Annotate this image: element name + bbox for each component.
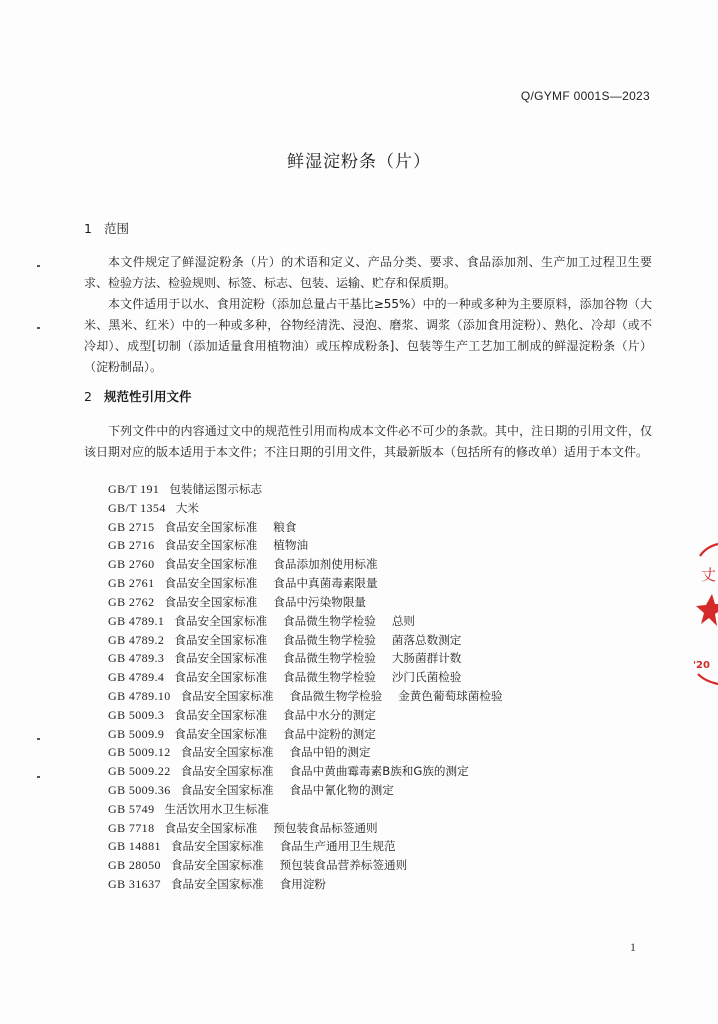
section-number: 1 [84,221,92,236]
reference-item [108,837,503,856]
reference-title: 食品中淀粉的测定 [283,726,376,741]
reference-code: GB 5009.3 [108,707,165,722]
section-title: 范围 [104,221,130,236]
scan-speck [37,776,40,778]
reference-standard-series: 食品安全国家标准 [164,576,258,591]
normative-references-paragraph: 下列文件中的内容通过文中的规范性引用而构成本文件必不可少的条款。其中，注日期的引用文件，仅该日期对应的版本适用于本文件；不注日期的引用文件，其最新版本（包括所有的修改单）适用于本文件。 [84,424,652,459]
scan-speck [37,265,40,267]
section-number: 2 [84,389,92,404]
reference-standard-series: 食品安全国家标准 [170,877,264,892]
reference-part: 食品微生物学检验 [283,651,376,666]
reference-title: 沙门氏菌检验 [391,670,462,685]
seal-ring-arc-bottom [698,674,718,684]
seal-character: 丈 [701,566,717,584]
section-2-heading [84,387,192,405]
reference-title: 食品中铅的测定 [289,745,371,760]
reference-standard-series: 食品安全国家标准 [164,538,258,553]
reference-part: 食品微生物学检验 [283,670,376,685]
reference-standard-series: 食品安全国家标准 [180,783,274,797]
section-1-heading [84,219,129,237]
reference-code: GB 31637 [108,877,161,892]
reference-standard-series: 食品安全国家标准 [170,858,264,873]
reference-item [108,668,503,687]
reference-code: GB 4789.10 [108,688,171,703]
reference-part: 食品微生物学检验 [283,632,376,647]
reference-standard-series: 食品安全国家标准 [170,839,264,854]
reference-code: GB/T 191 [108,482,160,496]
reference-item [108,706,503,725]
reference-code: GB 4789.3 [108,651,165,666]
reference-part: 食品微生物学检验 [283,613,376,628]
reference-item [108,555,503,574]
seal-year-text: '20 [693,660,710,671]
reference-standard-series: 食品安全国家标准 [174,726,268,741]
reference-title: 生活饮用水卫生标准 [164,801,269,816]
document-title: 鲜湿淀粉条（片） [287,152,431,172]
reference-code: GB 5009.9 [108,726,165,741]
scope-paragraph-1: 本文件规定了鲜湿淀粉条（片）的术语和定义、产品分类、要求、食品添加剂、生产加工过程卫生要求、检验方法、检验规则、标签、标志、包装、运输、贮存和保质期。 [84,255,652,290]
reference-title: 金黄色葡萄球菌检验 [398,688,503,703]
reference-code: GB 4789.1 [108,613,165,628]
reference-code: GB 5749 [108,801,155,816]
reference-title: 预包装食品营养标签通则 [279,858,408,873]
reference-title: 食品添加剂使用标准 [273,557,378,572]
reference-code: GB 5009.36 [108,783,171,797]
section-title: 规范性引用文件 [104,389,192,404]
reference-code: GB 2760 [108,557,155,572]
reference-item [108,800,503,819]
reference-title: 大米 [175,500,199,515]
reference-code: GB 2715 [108,519,155,534]
reference-item [108,875,503,894]
reference-code: GB 5009.22 [108,764,171,779]
reference-item [108,593,503,612]
reference-standard-series: 食品安全国家标准 [164,594,258,609]
reference-title: 食品中水分的测定 [283,707,376,722]
reference-item [108,781,503,800]
reference-title: 大肠菌群计数 [391,651,462,666]
reference-standard-series: 食品安全国家标准 [180,688,274,703]
reference-code: GB 2716 [108,538,155,553]
reference-standard-series: 食品安全国家标准 [180,764,274,779]
scan-speck [37,327,40,329]
reference-title: 植物油 [273,538,309,553]
reference-item [108,687,503,706]
reference-part: 食品微生物学检验 [289,688,383,703]
reference-code: GB 5009.12 [108,745,171,760]
reference-item [108,499,503,518]
reference-code: GB 28050 [108,858,161,873]
reference-item [108,612,503,631]
reference-code: GB/T 1354 [108,500,166,515]
reference-title: 粮食 [273,519,297,534]
reference-title: 食品中污染物限量 [273,594,367,609]
reference-item [108,856,503,875]
reference-item [108,631,503,650]
document-code: Q/GYMF 0001S—2023 [520,89,650,103]
reference-code: GB 4789.4 [108,670,165,685]
reference-item [108,762,503,781]
scope-paragraph-2: 本文件适用于以水、食用淀粉（添加总量占干基比≥55%）中的一种或多种为主要原料，添加谷物（大米、黑米、红米）中的一种或多种，谷物经清洗、浸泡、磨浆、调浆（添加食用淀粉）、熟化、冷却（或不冷却）、成型[切制（添加适量食用植物油）或压榨成粉条]、包装等生产工艺加工制成的鲜湿淀粉条（片）（淀粉制品）。 [84,297,652,374]
reference-title: 预包装食品标签通则 [273,820,378,835]
reference-code: GB 2761 [108,576,155,591]
reference-title: 包装储运图示标志 [169,482,263,496]
reference-title: 食用淀粉 [279,877,327,892]
reference-item [108,743,503,762]
reference-standard-series: 食品安全国家标准 [164,519,258,534]
reference-standard-series: 食品安全国家标准 [164,820,258,835]
reference-title: 总则 [391,613,416,628]
reference-standard-series: 食品安全国家标准 [174,670,268,685]
reference-title: 食品生产通用卫生规范 [279,839,396,854]
company-seal-fragment [692,538,718,688]
reference-item [108,480,503,499]
reference-code: GB 7718 [108,820,155,835]
scan-speck [37,738,40,740]
reference-code: GB 2762 [108,594,155,609]
reference-standard-series: 食品安全国家标准 [174,613,268,628]
reference-title: 食品中真菌毒素限量 [273,576,378,591]
reference-standard-series: 食品安全国家标准 [174,707,268,722]
reference-item [108,518,503,537]
reference-item [108,649,503,668]
reference-title: 食品中氰化物的测定 [289,783,394,797]
reference-standard-series: 食品安全国家标准 [180,745,274,760]
reference-item [108,819,503,838]
reference-standard-series: 食品安全国家标准 [174,651,268,666]
reference-standard-series: 食品安全国家标准 [164,557,258,572]
reference-code: GB 14881 [108,839,161,854]
reference-standard-series: 食品安全国家标准 [174,632,268,647]
seal-star [696,594,718,626]
reference-list [108,480,503,894]
reference-title: 菌落总数测定 [391,632,462,647]
reference-title: 食品中黄曲霉毒素B族和G族的测定 [289,764,469,779]
reference-item [108,574,503,593]
reference-item [108,536,503,555]
page-number: 1 [630,940,636,954]
reference-code: GB 4789.2 [108,632,165,647]
reference-item [108,725,503,744]
seal-ring-arc-top [700,544,718,556]
